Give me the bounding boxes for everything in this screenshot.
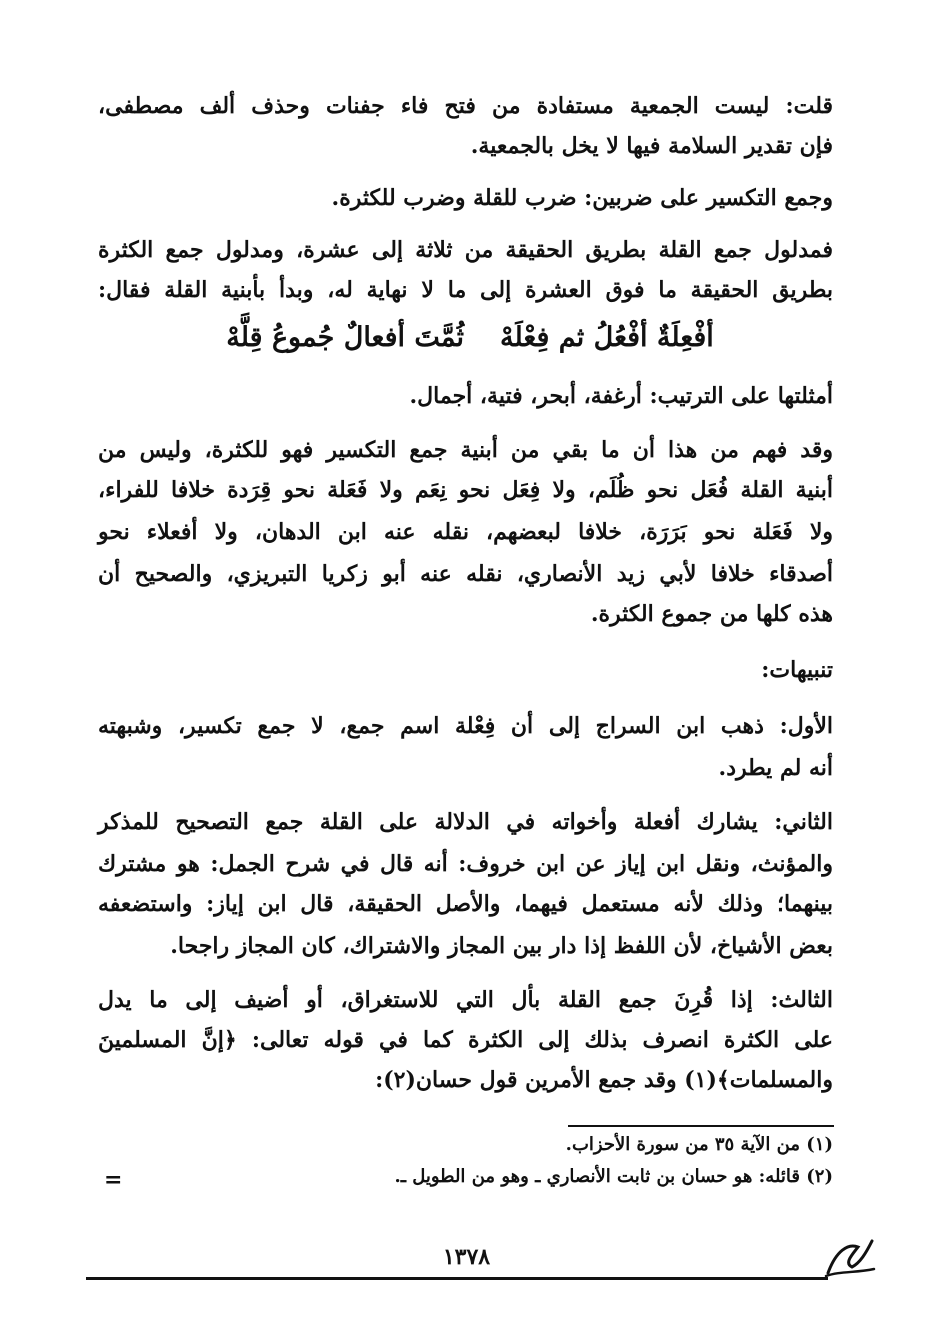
text-line: على الكثرة انصرف بذلك إلى الكثرة كما في قوله تعالى: ﴿إنَّ المسلمينَ <box>98 1027 833 1053</box>
verse-line <box>150 320 790 356</box>
text-line: الثالث: إذا قُرِنَ جمع القلة بأل التي للاستغراق، أو أضيف إلى ما يدل <box>98 987 833 1013</box>
text-line: والمؤنث، ونقل ابن إياز عن ابن خروف: أنه قال في شرح الجمل: هو مشترك <box>98 851 833 877</box>
text-line: قلت: ليست الجمعية مستفادة من فتح فاء جفنات وحذف ألف مصطفى، <box>98 93 833 119</box>
footnote-divider <box>568 1125 834 1127</box>
text-line: هذه كلها من جموع الكثرة. <box>590 601 833 627</box>
text-line: أبنية القلة فُعَل نحو ظُلَم، ولا فِعَل نحو نِعَم ولا فَعَلة نحو قِرَدة خلافا للفراء، <box>98 477 833 503</box>
text-line: أمثلتها على الترتيب: أرغفة، أبحر، فتية، أجمال. <box>409 383 833 409</box>
text-line: بطريق الحقيقة ما فوق العشرة إلى ما لا نهاية له، وبدأ بأبنية القلة فقال: <box>98 277 833 303</box>
text-line: أصدقاء خلافا لأبي زيد الأنصاري، نقله عنه أبو زكريا التبريزي، والصحيح أن <box>98 561 833 587</box>
text-line: فإن تقدير السلامة فيها لا يخل بالجمعية. <box>470 133 833 159</box>
verse-first-hemistich: أفْعِلَةٌ أفْعُلُ ثم فِعْلَهْ <box>500 322 714 353</box>
text-line: بعض الأشياخ، لأن اللفظ إذا دار بين المجاز والاشتراك، كان المجاز راجحا. <box>170 933 833 959</box>
scribble-mark-icon <box>822 1233 878 1279</box>
continuation-mark: = <box>104 1167 123 1193</box>
text-line: الأول: ذهب ابن السراج إلى أن فِعْلة اسم جمع، لا جمع تكسير، وشبهته <box>98 713 833 739</box>
text-line: بينهما؛ وذلك لأنه مستعمل فيهما، والأصل الحقيقة، قال ابن إياز: واستضعفه <box>98 891 833 917</box>
section-heading: تنبيهات: <box>761 657 833 683</box>
bottom-rule <box>86 1277 828 1280</box>
page-number: ١٣٧٨ <box>442 1244 491 1270</box>
text-line: أنه لم يطرد. <box>718 755 833 781</box>
text-line: وجمع التكسير على ضربين: ضرب للقلة وضرب للكثرة. <box>331 185 833 211</box>
text-line: فمدلول جمع القلة بطريق الحقيقة من ثلاثة إلى عشرة، ومدلول جمع الكثرة <box>98 237 833 263</box>
verse-second-hemistich: ثُمَّتَ أفعالٌ جُموعُ قِلَّهْ <box>226 322 465 353</box>
text-line: الثاني: يشارك أفعلة وأخواته في الدلالة على القلة جمع التصحيح للمذكر <box>98 809 833 835</box>
text-line: وقد فهم من هذا أن ما بقي من أبنية جمع التكسير فهو للكثرة، وليس من <box>98 437 833 463</box>
text-line: والمسلمات﴾(١) وقد جمع الأمرين قول حسان(٢): <box>375 1067 833 1093</box>
footnote: (٢) قائله: هو حسان بن ثابت الأنصاري ـ وهو من الطويل ـ. <box>394 1166 833 1187</box>
text-line: ولا فَعَلة نحو بَرَرَة، خلافا لبعضهم، نقله عنه ابن الدهان، ولا أفعلاء نحو <box>98 519 833 545</box>
footnote: (١) من الآية ٣٥ من سورة الأحزاب. <box>565 1134 833 1155</box>
